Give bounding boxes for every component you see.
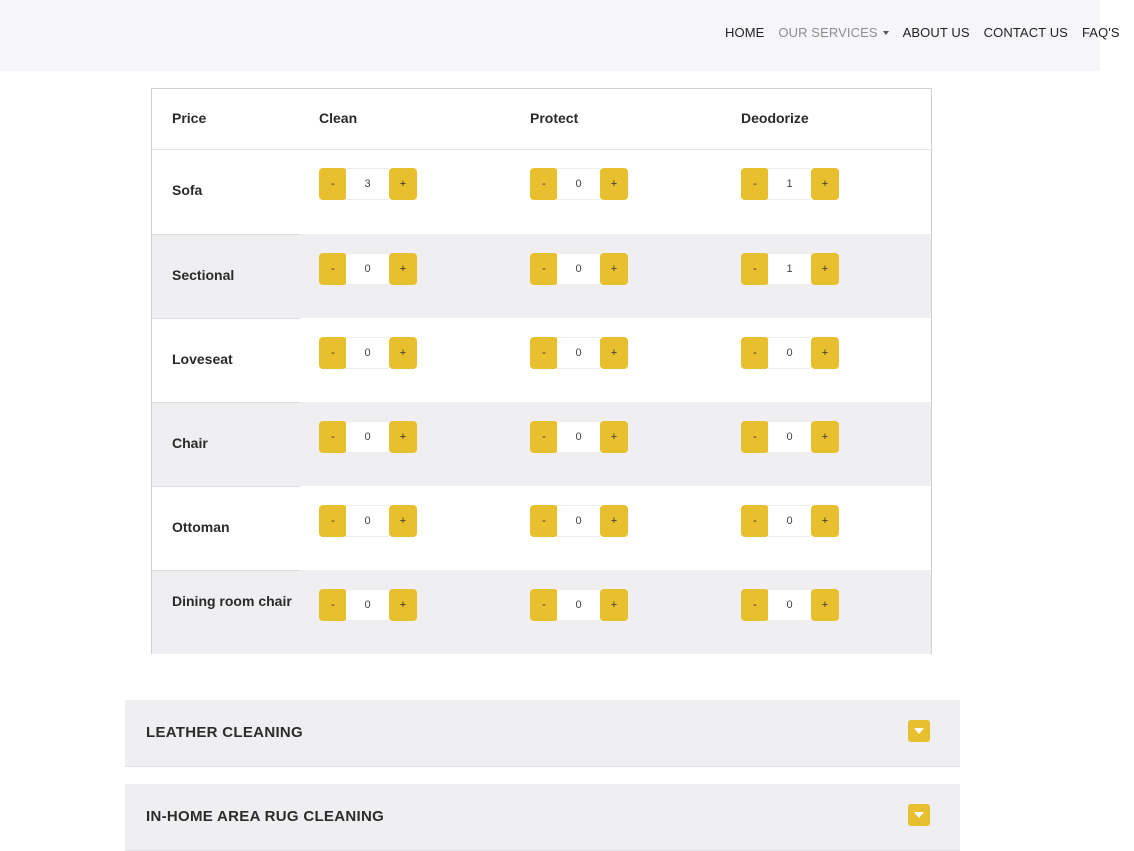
increment-button[interactable]: + [600,421,628,453]
quantity-input[interactable]: 0 [557,253,600,285]
quantity-input[interactable]: 0 [557,337,600,369]
deodorize-quantity-stepper [741,337,839,369]
decrement-button[interactable]: - [319,421,347,453]
nav-home[interactable]: HOME [725,25,765,40]
decrement-button[interactable]: - [741,253,769,285]
row-label: Sectional [172,267,235,283]
header-price: Price [172,110,207,126]
increment-button[interactable]: + [389,505,417,537]
row-divider [152,486,300,487]
quantity-input[interactable]: 0 [768,337,811,369]
triangle-glyph [914,728,924,734]
protect-quantity-stepper [530,421,628,453]
deodorize-quantity-stepper [741,421,839,453]
clean-quantity-stepper [319,253,417,285]
deodorize-quantity-stepper [741,505,839,537]
chevron-down-icon[interactable] [908,804,930,826]
increment-button[interactable]: + [811,253,839,285]
protect-quantity-stepper [530,168,628,200]
nav-faqs[interactable]: FAQ'S [1081,25,1120,40]
nav-about-us[interactable]: ABOUT US [902,25,970,40]
decrement-button[interactable]: - [530,253,558,285]
header-protect: Protect [530,110,579,126]
pricing-table [151,88,932,654]
quantity-input[interactable]: 0 [557,168,600,200]
header-clean: Clean [319,110,358,126]
quantity-input[interactable]: 3 [346,168,389,200]
quantity-input[interactable]: 0 [768,421,811,453]
quantity-input[interactable]: 0 [346,421,389,453]
clean-quantity-stepper [319,337,417,369]
row-label: Dining room chair [172,593,292,609]
decrement-button[interactable]: - [530,168,558,200]
table-row-loveseat [152,318,931,402]
caret-down-icon [883,31,889,35]
row-label: Chair [172,435,208,451]
decrement-button[interactable]: - [530,421,558,453]
clean-quantity-stepper [319,168,417,200]
site-header [0,0,1120,71]
quantity-input[interactable]: 0 [557,589,600,621]
row-divider [152,318,300,319]
quantity-input[interactable]: 0 [346,505,389,537]
table-row-sectional [152,234,931,318]
accordion-area-rug-cleaning[interactable] [125,784,960,851]
clean-quantity-stepper [319,421,417,453]
increment-button[interactable]: + [600,505,628,537]
increment-button[interactable]: + [811,589,839,621]
deodorize-quantity-stepper [741,168,839,200]
quantity-input[interactable]: 0 [768,589,811,621]
decrement-button[interactable]: - [319,589,347,621]
accordion-leather-cleaning[interactable] [125,700,960,767]
header-deodorize: Deodorize [741,110,809,126]
decrement-button[interactable]: - [319,253,347,285]
clean-quantity-stepper [319,505,417,537]
decrement-button[interactable]: - [741,589,769,621]
increment-button[interactable]: + [389,337,417,369]
protect-quantity-stepper [530,337,628,369]
increment-button[interactable]: + [811,505,839,537]
main-nav [725,25,1134,40]
row-label: Ottoman [172,519,230,535]
decrement-button[interactable]: - [530,337,558,369]
protect-quantity-stepper [530,505,628,537]
quantity-input[interactable]: 1 [768,168,811,200]
increment-button[interactable]: + [811,421,839,453]
protect-quantity-stepper [530,589,628,621]
table-row-sofa [152,150,931,234]
quantity-input[interactable]: 0 [557,505,600,537]
decrement-button[interactable]: - [741,337,769,369]
quantity-input[interactable]: 0 [346,337,389,369]
decrement-button[interactable]: - [319,337,347,369]
quantity-input[interactable]: 1 [768,253,811,285]
decrement-button[interactable]: - [741,168,769,200]
nav-our-services[interactable] [778,25,888,40]
row-label: Loveseat [172,351,233,367]
deodorize-quantity-stepper [741,253,839,285]
increment-button[interactable]: + [389,253,417,285]
clean-quantity-stepper [319,589,417,621]
nav-contact-us[interactable]: CONTACT US [983,25,1068,40]
deodorize-quantity-stepper [741,589,839,621]
increment-button[interactable]: + [389,589,417,621]
decrement-button[interactable]: - [741,421,769,453]
table-row-ottoman [152,486,931,570]
row-label: Sofa [172,182,203,198]
table-header-row [152,89,931,150]
increment-button[interactable]: + [600,589,628,621]
increment-button[interactable]: + [600,168,628,200]
increment-button[interactable]: + [811,337,839,369]
row-divider [152,570,300,571]
nav-our-services-label: OUR SERVICES [778,25,878,40]
accordion-title: IN-HOME AREA RUG CLEANING [146,808,385,825]
quantity-input[interactable]: 0 [346,589,389,621]
protect-quantity-stepper [530,253,628,285]
decrement-button[interactable]: - [319,168,347,200]
row-divider [152,234,300,235]
decrement-button[interactable]: - [319,505,347,537]
increment-button[interactable]: + [389,168,417,200]
increment-button[interactable]: + [811,168,839,200]
increment-button[interactable]: + [600,253,628,285]
chevron-down-icon[interactable] [908,720,930,742]
accordion-title: LEATHER CLEANING [146,724,304,741]
table-row-dining-room-chair [152,570,931,654]
quantity-input[interactable]: 0 [557,421,600,453]
increment-button[interactable]: + [389,421,417,453]
row-divider [152,402,300,403]
quantity-input[interactable]: 0 [346,253,389,285]
table-row-chair [152,402,931,486]
quantity-input[interactable]: 0 [768,505,811,537]
decrement-button[interactable]: - [741,505,769,537]
increment-button[interactable]: + [600,337,628,369]
triangle-glyph [914,812,924,818]
decrement-button[interactable]: - [530,589,558,621]
decrement-button[interactable]: - [530,505,558,537]
